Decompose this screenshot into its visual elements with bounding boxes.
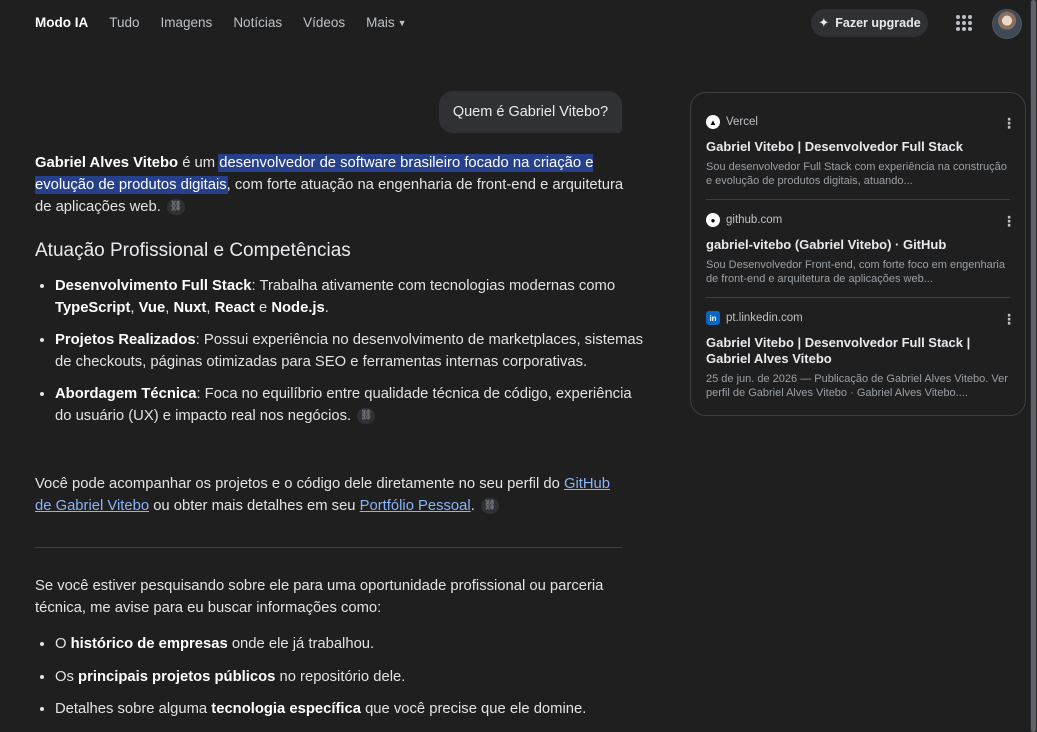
- follow-text-b: ou obter mais detalhes em seu: [149, 498, 360, 514]
- offer-bold: histórico de empresas: [70, 636, 228, 652]
- answer-intro: [35, 152, 625, 218]
- follow-paragraph: [35, 473, 625, 517]
- list-item: [55, 329, 645, 373]
- upgrade-button[interactable]: [811, 9, 928, 37]
- bullet-bold: Desenvolvimento Full Stack: [55, 278, 252, 294]
- sparkle-icon: ✦: [818, 15, 830, 30]
- intro-rest: , com forte atuação na engenharia de front-end e arquitetura de aplicações web.: [35, 177, 624, 215]
- offer-paragraph: Se você estiver pesquisando sobre ele para uma oportunidade profissional ou parceria técnica, me avise para eu buscar informações como:: [35, 578, 604, 616]
- tab-ai-mode[interactable]: Modo IA: [35, 15, 89, 30]
- linkedin-icon: in: [706, 311, 720, 325]
- source-site-name: pt.linkedin.com: [726, 312, 803, 324]
- bullet-text: : Foca no equilíbrio entre qualidade técnica de código, experiência do usuário (UX) e impacto real nos negócios.: [55, 386, 632, 424]
- upgrade-label: Fazer upgrade: [835, 16, 921, 30]
- source-site-name: Vercel: [726, 116, 758, 128]
- offer-list: [35, 633, 645, 731]
- intro-highlight[interactable]: desenvolvedor de software brasileiro focado na criação e evolução de produtos digitais: [35, 155, 594, 193]
- avatar[interactable]: [992, 9, 1022, 39]
- tab-news[interactable]: Notícias: [233, 15, 283, 30]
- divider: [706, 297, 1010, 298]
- offer-post: que você precise que ele domine.: [360, 701, 587, 717]
- intro-name: Gabriel Alves Vitebo: [35, 155, 179, 171]
- tab-more[interactable]: [366, 15, 427, 30]
- follow-text-a: Você pode acompanhar os projetos e o código dele diretamente no seu perfil do: [35, 476, 564, 492]
- github-icon: ●: [706, 213, 720, 227]
- bullet-bold: Projetos Realizados: [55, 332, 196, 348]
- list-item: • Desenvolvimento Full Stack: Trabalha ativamente com tecnologias modernas como TypeScript, Vue, Nuxt, React e Node.js.: [55, 275, 645, 319]
- list-item: [55, 633, 645, 655]
- vercel-icon: ▲: [706, 115, 720, 129]
- tab-more-label: Mais: [366, 15, 395, 30]
- tab-all[interactable]: Tudo: [109, 15, 140, 30]
- source-card-linkedin[interactable]: [706, 311, 1016, 400]
- list-item: [55, 666, 645, 688]
- offer-bold: principais projetos públicos: [78, 668, 276, 685]
- link-icon[interactable]: ⛓: [357, 408, 375, 424]
- intro-mid: é um: [178, 155, 220, 171]
- scrollbar-thumb[interactable]: [1031, 0, 1036, 732]
- source-snippet: Sou Desenvolvedor Front-end, com forte foco em engenharia de front-end e arquitetura de aplicações web...: [706, 259, 1005, 285]
- source-snippet: Sou desenvolvedor Full Stack com experiência na construção e evolução de produtos digitais, atuando...: [706, 161, 1007, 187]
- caret-down-icon: ▼: [397, 18, 407, 28]
- offer-pre: Os: [55, 668, 79, 685]
- offer-pre: Detalhes sobre alguma: [55, 701, 212, 717]
- more-options-icon[interactable]: ⋮: [1002, 213, 1016, 229]
- bullet-text: : Possui experiência no desenvolvimento de marketplaces, sistemas de checkouts, páginas otimizadas para SEO e ferramentas internas corporativas.: [55, 332, 644, 370]
- tech-name: Node.js: [271, 300, 325, 316]
- link-icon[interactable]: ⛓: [167, 199, 185, 215]
- divider: [706, 199, 1010, 200]
- portfolio-link[interactable]: Portfólio Pessoal: [359, 498, 471, 514]
- source-site: [706, 213, 1010, 227]
- list-item: [55, 698, 645, 720]
- source-card-vercel[interactable]: [706, 115, 1016, 188]
- search-tabs: [35, 15, 449, 30]
- source-snippet: 25 de jun. de 2026 — Publicação de Gabriel Alves Vitebo. Ver perfil de Gabriel Alves Vitebo · Gabriel Alves Vitebo....: [706, 373, 1008, 399]
- tech-name: TypeScript: [55, 300, 131, 316]
- source-title[interactable]: Gabriel Vitebo | Desenvolvedor Full Stack | Gabriel Alves Vitebo: [706, 335, 971, 366]
- bullet-bold: Abordagem Técnica: [55, 386, 197, 402]
- list-item: [55, 383, 645, 427]
- tab-images[interactable]: Imagens: [160, 15, 213, 30]
- bullet-text: : Trabalha ativamente com tecnologias modernas como: [251, 278, 616, 294]
- tech-name: Vue: [138, 300, 166, 316]
- follow-text-c: .: [470, 498, 475, 514]
- tech-name: Nuxt: [173, 300, 207, 316]
- more-options-icon[interactable]: ⋮: [1002, 311, 1016, 327]
- link-icon[interactable]: ⛓: [481, 498, 499, 514]
- github-link[interactable]: GitHub de Gabriel Vitebo: [35, 476, 610, 514]
- source-site: [706, 311, 1010, 325]
- tech-name: React: [214, 300, 255, 316]
- source-site: [706, 115, 1010, 129]
- more-options-icon[interactable]: ⋮: [1002, 115, 1016, 131]
- offer-post: no repositório dele.: [275, 668, 406, 685]
- source-site-name: github.com: [726, 214, 783, 226]
- competencies-list: [35, 275, 645, 437]
- offer-post: onde ele já trabalhou.: [227, 636, 375, 652]
- offer-bold: tecnologia específica: [211, 701, 361, 717]
- section-heading: Atuação Profissional e Competências: [35, 240, 351, 261]
- user-query-bubble: Quem é Gabriel Vitebo?: [439, 91, 622, 133]
- source-card-github[interactable]: [706, 213, 1016, 286]
- sources-panel: [690, 92, 1026, 416]
- offer-pre: O: [55, 636, 71, 652]
- source-title[interactable]: Gabriel Vitebo | Desenvolvedor Full Stack: [706, 139, 963, 154]
- apps-grid-icon[interactable]: [956, 15, 972, 31]
- top-bar: [0, 0, 1030, 46]
- tab-videos[interactable]: Vídeos: [303, 15, 346, 30]
- divider: [35, 547, 622, 548]
- source-title[interactable]: gabriel-vitebo (Gabriel Vitebo) · GitHub: [706, 237, 947, 252]
